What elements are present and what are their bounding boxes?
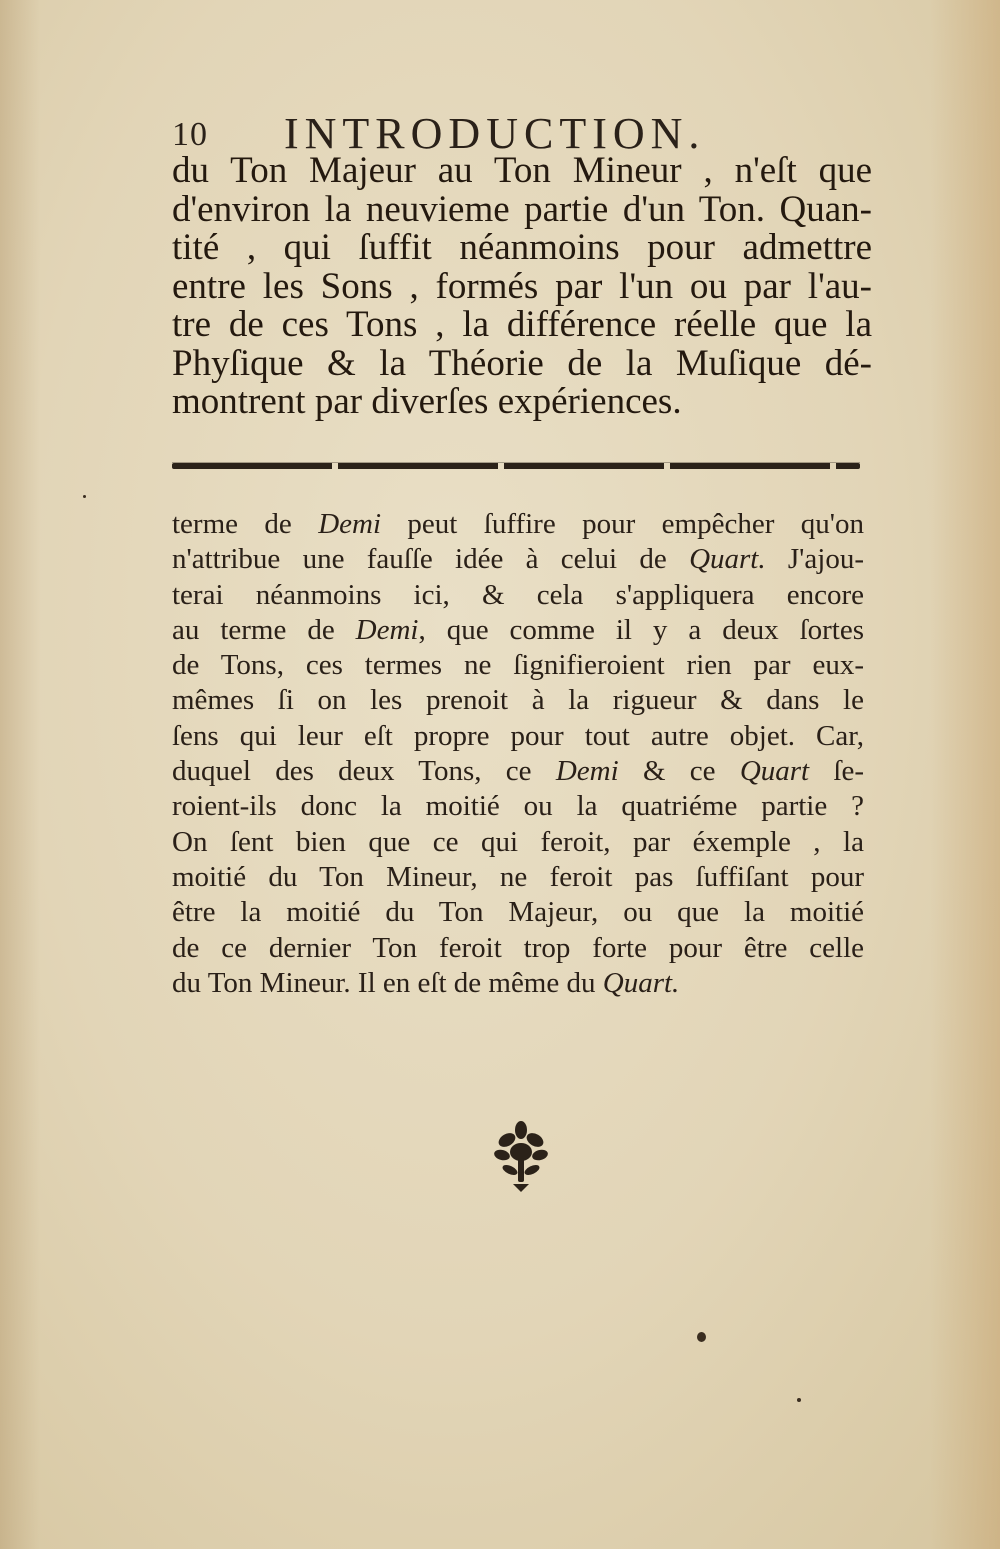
ink-speck bbox=[83, 495, 86, 498]
text-segment: de ce dernier Ton feroit trop forte pour être celle bbox=[172, 931, 864, 964]
text-segment: moitié du Ton Mineur, ne feroit pas ſuffiſant pour bbox=[172, 860, 864, 893]
text-line: du Ton Majeur au Ton Mineur , n'eſt que bbox=[172, 150, 872, 191]
text-line: Phyſique & la Théorie de la Muſique dé- bbox=[172, 342, 872, 384]
footnote-line bbox=[172, 895, 864, 930]
footnote-line bbox=[172, 542, 864, 577]
footnote-line bbox=[172, 719, 864, 754]
footnote-line bbox=[172, 507, 864, 542]
running-head: INTRODUCTION. bbox=[284, 109, 706, 158]
footnote-line bbox=[172, 648, 864, 683]
footnote-line bbox=[172, 825, 864, 860]
text-segment: de Tons, ces termes ne ſignifieroient rien par eux- bbox=[172, 649, 864, 682]
main-paragraph bbox=[172, 152, 872, 422]
text-segment: ſe- bbox=[809, 755, 864, 788]
footnote-line bbox=[172, 966, 864, 1001]
italic-term: Quart bbox=[739, 755, 810, 788]
italic-term: Quart. bbox=[602, 966, 680, 999]
text-segment: On ſent bien que ce qui feroit, par éxemple , la bbox=[172, 825, 864, 858]
footnote-paragraph bbox=[172, 507, 864, 1001]
text-line: tité , qui ſuffit néanmoins pour admettre bbox=[172, 227, 872, 268]
footnote-line bbox=[172, 789, 864, 824]
text-segment: terme de bbox=[172, 508, 319, 540]
footnote-line bbox=[172, 860, 864, 895]
text-segment: être la moitié du Ton Majeur, ou que la moitié bbox=[172, 896, 864, 929]
italic-term: Quart. bbox=[689, 543, 766, 576]
text-segment: & ce bbox=[618, 755, 740, 788]
text-segment: , que comme il y a deux ſortes bbox=[418, 613, 864, 646]
italic-term: Demi bbox=[355, 613, 419, 646]
text-segment: au terme de bbox=[172, 613, 356, 646]
footnote-line bbox=[172, 931, 864, 966]
ink-speck bbox=[697, 1332, 706, 1342]
footnote-line bbox=[172, 754, 864, 789]
section-divider-rule bbox=[172, 463, 860, 469]
footnote-line bbox=[172, 578, 864, 613]
text-line: entre les Sons , formés par l'un ou par l'au- bbox=[172, 265, 872, 307]
text-segment: mêmes ſi on les prenoit à la rigueur & dans le bbox=[172, 684, 864, 717]
text-line: tre de ces Tons , la différence réelle que la bbox=[172, 304, 872, 345]
text-segment: du Ton Mineur. Il en eſt de même du bbox=[172, 966, 603, 999]
text-segment: J'ajou- bbox=[765, 543, 864, 576]
text-line: montrent par diverſes expériences. bbox=[172, 381, 682, 422]
text-segment: n'attribue une fauſſe idée à celui de bbox=[172, 543, 690, 576]
text-line: d'environ la neuvieme partie d'un Ton. Quan- bbox=[172, 188, 872, 230]
text-segment: peut ſuffire pour empêcher qu'on bbox=[381, 508, 864, 540]
footnote-line bbox=[172, 613, 864, 648]
text-segment: terai néanmoins ici, & cela s'appliquera encore bbox=[172, 578, 864, 611]
text-segment: roient-ils donc la moitié ou la quatriéme partie ? bbox=[172, 790, 864, 823]
page-number: 10 bbox=[172, 116, 208, 153]
footnote-line bbox=[172, 683, 864, 718]
italic-term: Demi bbox=[318, 508, 382, 540]
ink-speck bbox=[797, 1398, 801, 1402]
italic-term: Demi bbox=[555, 755, 619, 788]
text-segment: ſens qui leur eſt propre pour tout autre objet. Car, bbox=[172, 719, 864, 752]
text-segment: duquel des deux Tons, ce bbox=[172, 755, 556, 788]
fleuron-ornament-icon bbox=[493, 1120, 549, 1192]
